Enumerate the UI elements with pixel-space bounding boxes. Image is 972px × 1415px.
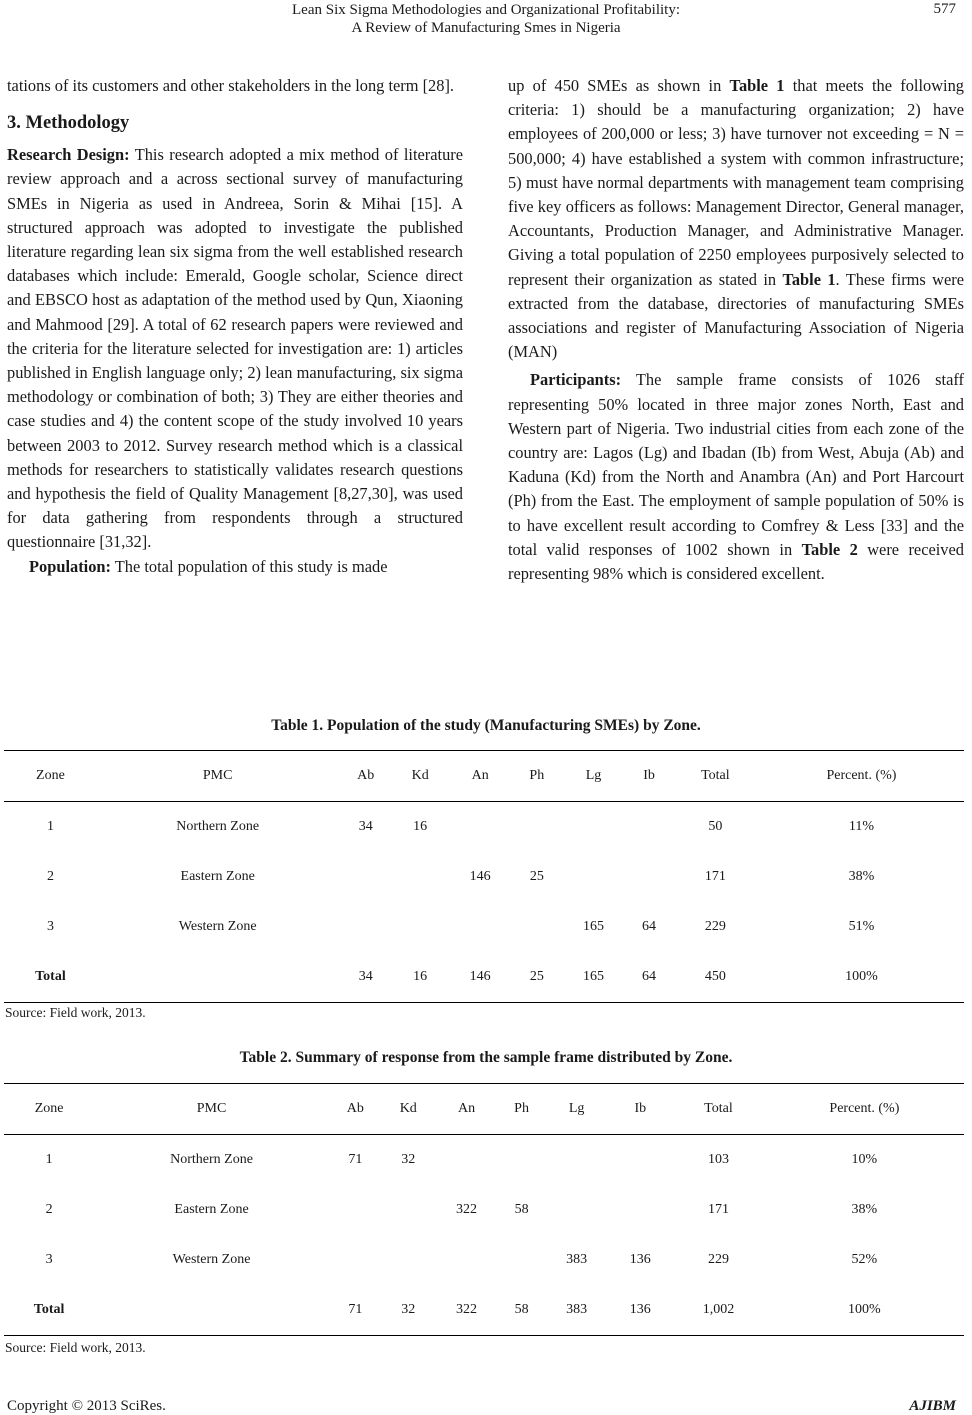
table-cell: 450: [672, 952, 759, 1003]
table-cell: [435, 1135, 499, 1186]
column-header: PMC: [97, 751, 339, 802]
column-header: Ib: [626, 751, 672, 802]
column-header: Kd: [382, 1084, 435, 1135]
table-cell: 100%: [759, 952, 964, 1003]
table-cell: 2: [45, 1202, 53, 1217]
table-cell: 383: [545, 1285, 609, 1336]
table-cell: [393, 852, 447, 902]
table-cell: 71: [329, 1285, 382, 1336]
table-cell: 3: [46, 919, 54, 934]
table-2: [4, 1083, 964, 1336]
column-header: Ib: [608, 1084, 672, 1135]
table-cell: 229: [704, 919, 726, 934]
intro-paragraph: tations of its customers and other stakeholders in the long term [28].: [7, 76, 455, 95]
participants-label: Participants:: [530, 370, 622, 390]
table-1-source: Source: Field work, 2013.: [5, 1005, 146, 1020]
table-cell: [435, 1235, 499, 1285]
table-cell: [626, 852, 672, 902]
table-cell: 165: [583, 919, 604, 934]
table-cell: 64: [626, 952, 672, 1003]
table-cell: 146: [447, 952, 513, 1003]
column-header: PMC: [94, 1084, 329, 1135]
table-cell: 171: [704, 869, 726, 884]
table-cell: 38%: [848, 869, 875, 884]
table-cell: Western Zone: [172, 1252, 251, 1267]
table-cell: 64: [642, 919, 657, 934]
left-column: [7, 74, 463, 579]
column-header: An: [435, 1084, 499, 1135]
table-cell: 1: [46, 819, 54, 834]
table-cell: 10%: [851, 1152, 878, 1167]
population-text-c: . These firms were extracted from the database, directories of manufacturing SMEs associations and register of Manufacturing Association of Nigeria (MAN): [508, 269, 964, 362]
table-2-reference: Table 2: [801, 539, 858, 559]
table-cell: 2: [46, 869, 54, 884]
table-cell: 1: [45, 1152, 53, 1167]
column-header: Ph: [498, 1084, 544, 1135]
column-header: Ab: [329, 1084, 382, 1135]
table-cell: 25: [529, 869, 544, 884]
population-text: The total population of this study is made: [110, 556, 388, 576]
table-cell: [608, 1185, 672, 1235]
table-cell: Total: [4, 952, 97, 1003]
journal-name: AJIBM: [909, 1398, 956, 1414]
table-cell: 32: [401, 1152, 416, 1167]
table-cell: [561, 852, 627, 902]
column-header: Lg: [545, 1084, 609, 1135]
column-header: Lg: [561, 751, 627, 802]
table-row: [4, 952, 964, 1003]
table-cell: Eastern Zone: [180, 869, 255, 884]
table-cell: Northern Zone: [176, 819, 260, 834]
table-row: [4, 852, 964, 902]
table-cell: [97, 952, 339, 1003]
participants-text-b: were received representing 98% which is considered excellent.: [508, 539, 964, 584]
table-1: [4, 750, 964, 1003]
table-cell: [498, 1235, 544, 1285]
table-cell: [545, 1185, 609, 1235]
participants-text-a: The sample frame consists of 1026 staff representing 50% located in three major zones North, East and Western part of Nigeria. Two industrial cities from each zone of the country are: Lagos (Lg) and Ibadan (Ib) from West, Abuja (Ab) and Kaduna (Kd) from the North and Anambra (An) and Port Harcourt (Ph) from the East. The employment of sample population of 50% is to have excellent result according to Comfrey & Less [33] and the total valid responses of 1002 shown in: [508, 370, 964, 559]
participants-paragraph: [508, 368, 964, 586]
table-cell: [329, 1235, 382, 1285]
population-text-b: that meets the following criteria: 1) should be a manufacturing organization; 2) have employees of 200,000 or less; 3) have turnover not exceeding = N = 500,000; 4) have established a system with common infrastructure; 5) must have normal departments with management team comprising five key officers as follows: Management Director, General manager, Accountants, Production Manager, and Administrative Manager. Giving a total population of 2250 employees purposively selected to represent their organization as stated in: [508, 76, 964, 289]
table-cell: 38%: [851, 1202, 878, 1217]
running-header-line-2: A Review of Manufacturing Smes in Nigeria: [351, 20, 621, 36]
table-cell: 16: [393, 952, 447, 1003]
table-cell: [329, 1185, 382, 1235]
table-cell: 71: [348, 1152, 363, 1167]
population-continued-paragraph: [508, 74, 964, 364]
copyright-footer: Copyright © 2013 SciRes.: [7, 1398, 166, 1414]
table-cell: 165: [561, 952, 627, 1003]
table-cell: [498, 1135, 544, 1186]
population-paragraph: [7, 555, 463, 579]
table-2-caption: Table 2. Summary of response from the sample frame distributed by Zone.: [239, 1049, 733, 1066]
column-header: Ph: [513, 751, 561, 802]
table-1-reference: Table 1: [729, 76, 785, 95]
table-header-row: [4, 1084, 964, 1135]
table-cell: 32: [382, 1285, 435, 1336]
table-cell: [447, 802, 513, 853]
population-label: Population:: [29, 556, 111, 576]
table-cell: 1,002: [672, 1285, 765, 1336]
table-header-row: [4, 751, 964, 802]
research-design-paragraph: [7, 143, 463, 554]
research-design-text: This research adopted a mix method of literature review approach and a across sectional survey of manufacturing SMEs in Nigeria as used in Andreea, Sorin & Mihai [15]. A structured approach was adopted to investigate the published literature regarding lean six sigma from the well established research databases which include: Emerald, Google scholar, Science direct and EBSCO host as adaptation of the method used by Qun, Xiaoning and Mahmood [29]. A total of 62 research papers were reviewed and the criteria for the literature selected for investigation are: 1) articles published in English language only; 2) lean manufacturing, six sigma methodology or combination of both; 3) They are either theories and case studies and 4) the content scope of the study involved 10 years between 2003 to 2012. Survey research method which is a classical methods for researchers to statistically validates research questions and hypothesis the field of Quality Management [8,27,30], was used for data gathering from respondents through a structured questionnaire [31,32].: [7, 145, 464, 552]
table-cell: [626, 802, 672, 853]
table-cell: 16: [413, 819, 428, 834]
table-cell: 322: [456, 1202, 478, 1217]
table-cell: Eastern Zone: [174, 1202, 249, 1217]
table-cell: [513, 802, 561, 853]
table-cell: [545, 1135, 609, 1186]
table-cell: 100%: [765, 1285, 964, 1336]
table-cell: 52%: [851, 1252, 878, 1267]
table-cell: 322: [435, 1285, 499, 1336]
column-header: Zone: [4, 1084, 94, 1135]
table-cell: [338, 902, 392, 952]
table-cell: [94, 1285, 329, 1336]
table-cell: 229: [707, 1252, 729, 1267]
table-cell: 3: [45, 1252, 53, 1267]
table-cell: 171: [707, 1202, 729, 1217]
table-cell: 103: [707, 1152, 729, 1167]
table-cell: [561, 802, 627, 853]
table-cell: 34: [338, 952, 392, 1003]
table-cell: 58: [498, 1285, 544, 1336]
table-cell: [393, 902, 447, 952]
column-header: Total: [672, 1084, 765, 1135]
column-header: Ab: [338, 751, 392, 802]
table-cell: [382, 1185, 435, 1235]
page-number: 577: [933, 1, 956, 17]
column-header: Zone: [4, 751, 97, 802]
table-cell: 50: [708, 819, 723, 834]
table-cell: 136: [608, 1285, 672, 1336]
population-text-a: up of 450 SMEs as shown in: [508, 76, 730, 95]
table-1-caption: Table 1. Population of the study (Manufacturing SMEs) by Zone.: [271, 717, 701, 734]
table-cell: [338, 852, 392, 902]
table-cell: 25: [513, 952, 561, 1003]
table-cell: [447, 902, 513, 952]
table-2-source: Source: Field work, 2013.: [5, 1340, 146, 1355]
table-row: [4, 1135, 964, 1186]
table-cell: 51%: [848, 919, 875, 934]
table-row: [4, 902, 964, 952]
section-title: 3. Methodology: [7, 113, 130, 134]
table-1-reference-2: Table 1: [782, 269, 836, 289]
table-cell: [382, 1235, 435, 1285]
table-cell: 11%: [848, 819, 875, 834]
table-cell: 58: [514, 1202, 529, 1217]
running-header-line-1: Lean Six Sigma Methodologies and Organizational Profitability:: [292, 2, 680, 18]
table-cell: Western Zone: [178, 919, 257, 934]
column-header: Percent. (%): [759, 751, 964, 802]
table-cell: Northern Zone: [170, 1152, 253, 1167]
column-header: Kd: [393, 751, 447, 802]
table-cell: 34: [358, 819, 373, 834]
table-cell: 383: [566, 1252, 588, 1267]
table-cell: 136: [629, 1252, 651, 1267]
research-design-label: Research Design:: [7, 145, 130, 165]
table-cell: Total: [4, 1285, 94, 1336]
right-column: [508, 74, 964, 586]
table-cell: 146: [469, 869, 491, 884]
table-cell: [608, 1135, 672, 1186]
column-header: Percent. (%): [765, 1084, 964, 1135]
table-row: [4, 1185, 964, 1235]
table-row: [4, 1235, 964, 1285]
table-cell: [513, 902, 561, 952]
column-header: An: [447, 751, 513, 802]
column-header: Total: [672, 751, 759, 802]
table-row: [4, 802, 964, 853]
table-row: [4, 1285, 964, 1336]
